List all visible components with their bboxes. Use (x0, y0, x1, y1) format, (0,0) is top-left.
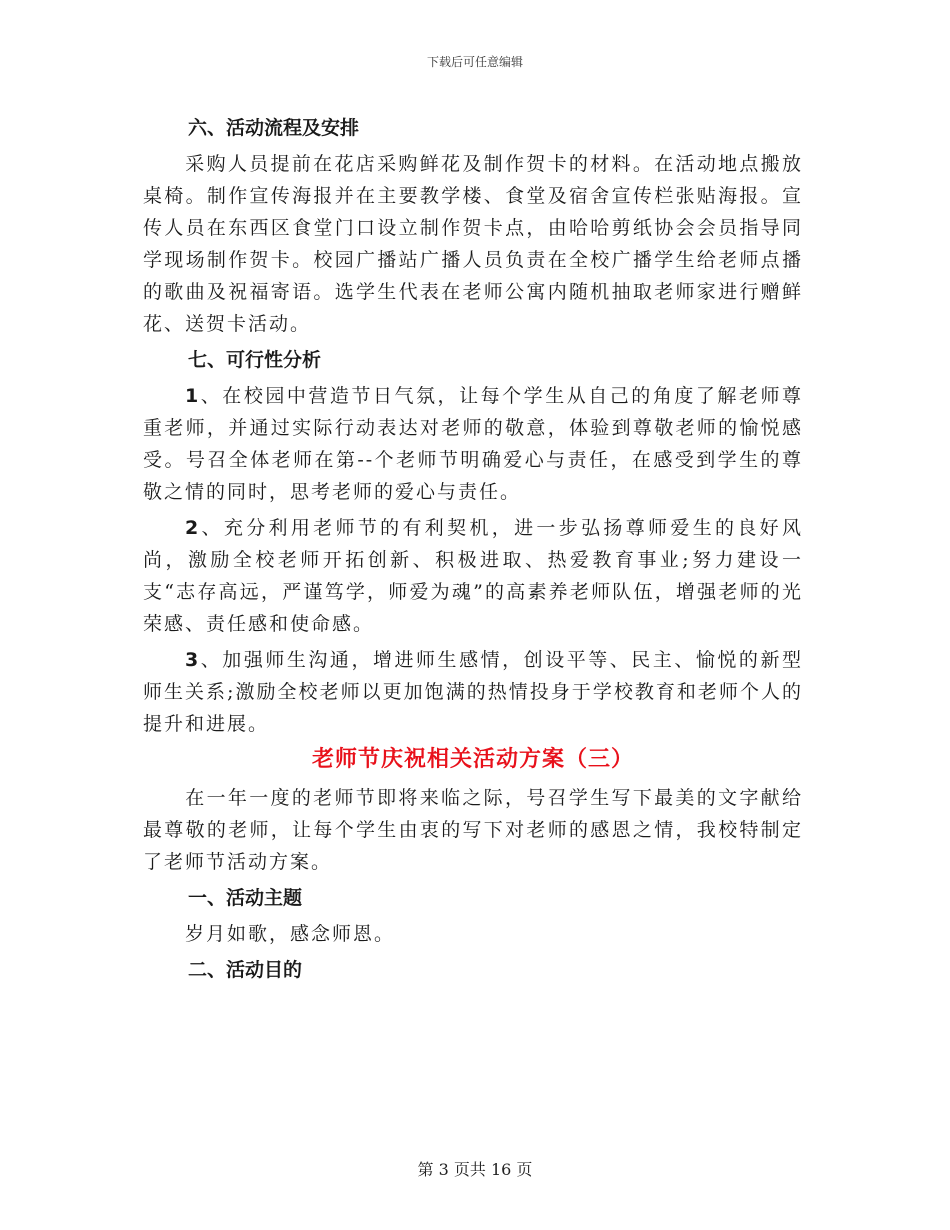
feasibility-item-1: 1、在校园中营造节日气氛，让每个学生从自己的角度了解老师尊重老师，并通过实际行动表达对老师的敬意，体验到尊敬老师的愉悦感受。号召全体老师在第--个老师节明确爱心与责任，在感受到学生的尊敬之情的同时，思考老师的爱心与责任。 (143, 385, 803, 503)
feasibility-item-3: 3、加强师生沟通，增进师生感情，创设平等、民主、愉悦的新型师生关系;激励全校老师以更加饱满的热情投身于学校教育和老师个人的提升和进展。 (143, 649, 803, 735)
plan-theme-text: 岁月如歌，感念师恩。 (185, 923, 396, 945)
plan-title: 老师节庆祝相关活动方案（三） (311, 747, 634, 772)
plan-intro: 在一年一度的老师节即将来临之际，号召学生写下最美的文字献给最尊敬的老师，让每个学生由衷的写下对老师的感恩之情，我校特制定了老师节活动方案。 (143, 787, 803, 873)
section-heading-6: 六、活动流程及安排 (188, 117, 360, 139)
page-header: 下载后可任意编辑 (426, 55, 523, 69)
page-footer: 第 3 页共 16 页 (417, 1160, 533, 1179)
feasibility-item-2: 2、充分利用老师节的有利契机，进一步弘扬尊师爱生的良好风尚，激励全校老师开拓创新、积极进取、热爱教育事业;努力建设一支“志存高远，严谨笃学，师爱为魂”的高素养老师队伍，增强老师的光荣感、责任感和使命感。 (143, 517, 803, 635)
plan-heading-theme: 一、活动主题 (188, 887, 303, 909)
section-6-paragraph: 采购人员提前在花店采购鲜花及制作贺卡的材料。在活动地点搬放桌椅。制作宣传海报并在主要教学楼、食堂及宿舍宣传栏张贴海报。宣传人员在东西区食堂门口设立制作贺卡点，由哈哈剪纸协会会员指导同学现场制作贺卡。校园广播站广播人员负责在全校广播学生给老师点播的歌曲及祝福寄语。选学生代表在老师公寓内随机抽取老师家进行赠鲜花、送贺卡活动。 (143, 153, 803, 335)
plan-heading-purpose: 二、活动目的 (188, 959, 303, 981)
document-body (143, 112, 803, 990)
section-heading-7: 七、可行性分析 (188, 349, 322, 371)
